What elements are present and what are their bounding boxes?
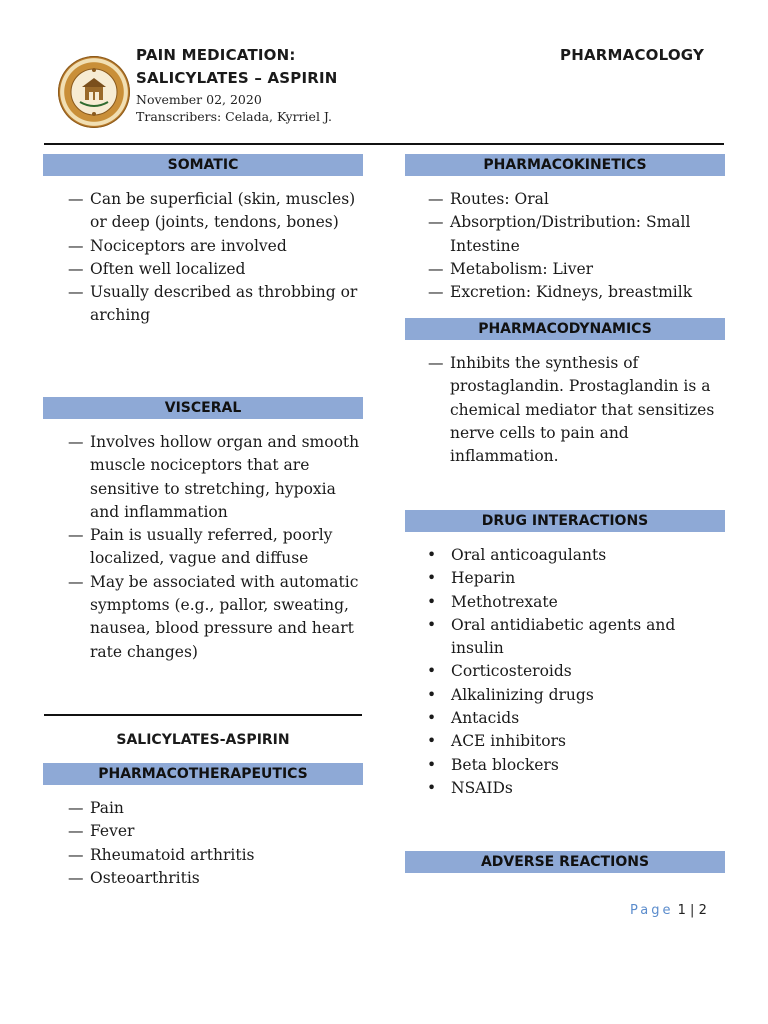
list-item: — Inhibits the synthesis of prostaglandin. Prostaglandin is a chemical mediator that sensitizes nerve cells to pain and inflammation. (428, 352, 728, 468)
list-item: — Routes: Oral (428, 188, 728, 211)
list-item: — Can be superficial (skin, muscles) or deep (joints, tendons, bones) (68, 188, 364, 235)
list-item: — Pain (68, 797, 364, 820)
document-title-line2: SALICYLATES – ASPIRIN (136, 69, 338, 87)
list-item: — Osteoarthritis (68, 867, 364, 890)
somatic-list (68, 188, 364, 328)
list-item: — Metabolism: Liver (428, 258, 728, 281)
list-item: — Rheumatoid arthritis (68, 844, 364, 867)
list-item: • ACE inhibitors (425, 730, 725, 753)
university-seal-icon (58, 56, 130, 128)
page-current: 1 (677, 903, 686, 918)
list-item: • Alkalinizing drugs (425, 684, 725, 707)
subject-label: PHARMACOLOGY (560, 46, 705, 64)
section-heading-pharmacokinetics: PHARMACOKINETICS (405, 154, 725, 176)
page-word: Page (630, 903, 674, 918)
pharmacodynamics-list (428, 352, 728, 468)
pharmacokinetics-list (428, 188, 728, 304)
document-date: November 02, 2020 (136, 92, 262, 107)
list-item: • NSAIDs (425, 777, 725, 800)
visceral-list (68, 431, 364, 664)
header-divider (44, 143, 724, 145)
salicylates-heading: SALICYLATES-ASPIRIN (116, 732, 290, 748)
section-heading-somatic: SOMATIC (43, 154, 363, 176)
page-separator: | (690, 903, 695, 918)
list-item: — Fever (68, 820, 364, 843)
list-item: • Corticosteroids (425, 660, 725, 683)
list-item: • Antacids (425, 707, 725, 730)
list-item: • Methotrexate (425, 591, 725, 614)
section-heading-drug-interactions: DRUG INTERACTIONS (405, 510, 725, 532)
list-item: — Often well localized (68, 258, 364, 281)
section-divider (44, 714, 362, 716)
list-item: — Usually described as throbbing or arching (68, 281, 364, 328)
list-item: • Beta blockers (425, 754, 725, 777)
list-item: — Absorption/Distribution: Small Intestine (428, 211, 728, 258)
list-item: — Excretion: Kidneys, breastmilk (428, 281, 728, 304)
section-heading-adverse-reactions: ADVERSE REACTIONS (405, 851, 725, 873)
drug-interactions-list (425, 544, 725, 800)
list-item: • Oral antidiabetic agents and insulin (425, 614, 725, 661)
page-number (630, 903, 707, 918)
list-item: — Pain is usually referred, poorly localized, vague and diffuse (68, 524, 364, 571)
list-item: — May be associated with automatic symptoms (e.g., pallor, sweating, nausea, blood pressure and heart rate changes) (68, 571, 364, 664)
list-item: • Heparin (425, 567, 725, 590)
transcribers: Transcribers: Celada, Kyrriel J. (136, 109, 332, 124)
pharmacotherapeutics-list (68, 797, 364, 890)
list-item: — Nociceptors are involved (68, 235, 364, 258)
section-heading-pharmacotherapeutics: PHARMACOTHERAPEUTICS (43, 763, 363, 785)
document-title-line1: PAIN MEDICATION: (136, 46, 296, 64)
list-item: • Oral anticoagulants (425, 544, 725, 567)
list-item: — Involves hollow organ and smooth muscle nociceptors that are sensitive to stretching, hypoxia and inflammation (68, 431, 364, 524)
page-total: 2 (698, 903, 707, 918)
section-heading-visceral: VISCERAL (43, 397, 363, 419)
section-heading-pharmacodynamics: PHARMACODYNAMICS (405, 318, 725, 340)
